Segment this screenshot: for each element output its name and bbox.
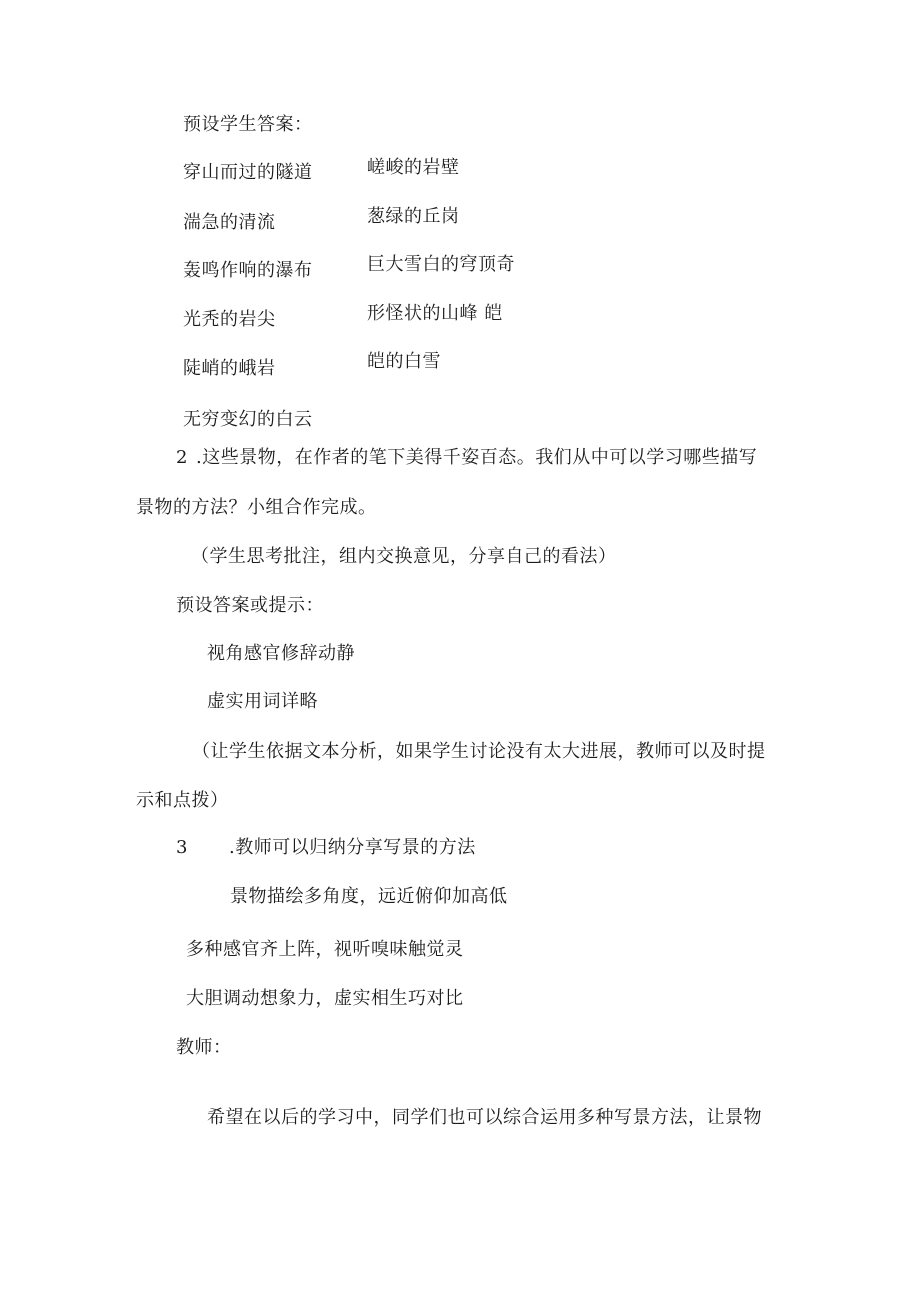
answer-right-5: 皑的白雪 <box>367 351 441 372</box>
question-2-line-1: .这些景物，在作者的笔下美得千姿百态。我们从中可以学习哪些描写 <box>196 447 758 468</box>
method-1: 景物描绘多角度，远近俯仰加高低 <box>230 886 508 907</box>
student-activity-note: （学生思考批注，组内交换意见，分享自己的看法） <box>191 546 617 567</box>
question-3-number: 3 <box>176 837 188 858</box>
answers-heading: 预设学生答案： <box>183 114 313 135</box>
method-3: 大胆调动想象力，虚实相生巧对比 <box>186 988 464 1009</box>
question-2-line-2: 景物的方法？小组合作完成。 <box>136 497 377 518</box>
answer-right-2: 葱绿的丘岗 <box>367 206 460 227</box>
teacher-note-line-1: （让学生依据文本分析，如果学生讨论没有太大进展，教师可以及时提 <box>192 741 766 762</box>
answer-left-4: 光秃的岩尖 <box>183 309 276 330</box>
answer-right-3: 巨大雪白的穹顶奇 <box>367 254 515 275</box>
question-3-title: .教师可以归纳分享写景的方法 <box>229 837 476 858</box>
answer-left-6: 无穷变幻的白云 <box>183 409 313 428</box>
hint-1: 视角感官修辞动静 <box>207 643 355 664</box>
answer-left-2: 湍急的清流 <box>183 212 276 233</box>
closing-text: 希望在以后的学习中，同学们也可以综合运用多种写景方法，让景物 <box>207 1107 762 1128</box>
answer-left-6-clipped <box>183 408 383 428</box>
hint-heading: 预设答案或提示： <box>176 595 324 616</box>
method-2: 多种感官齐上阵，视听嗅味触觉灵 <box>186 939 464 960</box>
answer-left-5: 陡峭的峨岩 <box>183 358 276 379</box>
hint-2: 虚实用词详略 <box>207 691 318 712</box>
teacher-label: 教师： <box>176 1037 232 1058</box>
answer-right-1: 嵯峻的岩壁 <box>367 157 460 178</box>
answer-left-3: 轰鸣作响的瀑布 <box>183 260 313 281</box>
teacher-note-line-2: 示和点拨） <box>136 790 229 811</box>
answer-right-4: 形怪状的山峰 皑 <box>367 303 503 324</box>
answer-left-1: 穿山而过的隧道 <box>183 162 313 183</box>
question-2-number: 2 <box>176 447 188 468</box>
